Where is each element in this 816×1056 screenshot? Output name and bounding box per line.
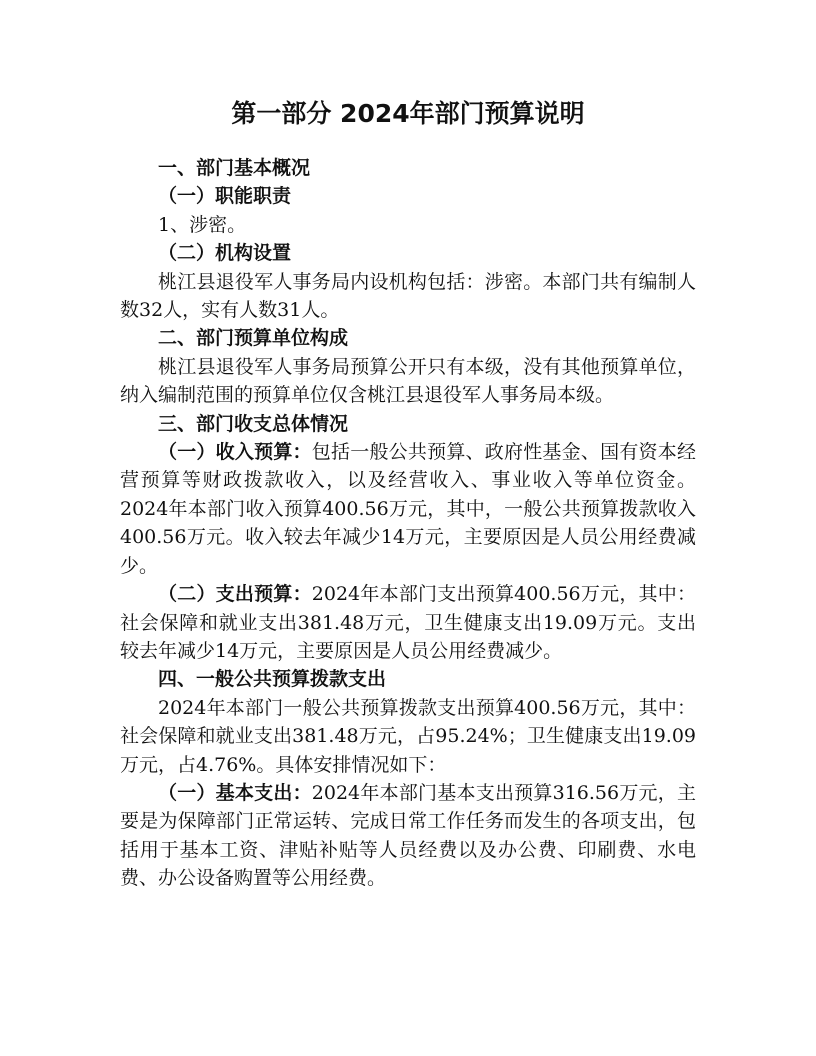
text-basic-expenditure: 2024年本部门基本支出预算316.56万元，主要是为保障部门正常运转、完成日常工作任务而发生的各项支出，包括用于基本工资、津贴补贴等人员经费以及办公费、印刷费、水电费、办公设备购置等公用经费。: [120, 781, 696, 890]
paragraph-general-public-budget: 2024年本部门一般公共预算拨款支出预算400.56万元，其中：社会保障和就业支出381.48万元，占95.24%；卫生健康支出19.09万元，占4.76%。具体安排情况如下：: [120, 696, 696, 776]
page-title: 第一部分 2024年部门预算说明: [231, 99, 585, 128]
lead-revenue-budget: （一）收入预算：: [158, 441, 312, 464]
paragraph-basic-expenditure: [120, 779, 696, 893]
paragraph-organization: 桃江县退役军人事务局内设机构包括：涉密。本部门共有编制人数32人，实有人数31人。: [120, 270, 696, 322]
text-expenditure-budget: 2024年本部门支出预算400.56万元，其中：社会保障和就业支出381.48万元，卫生健康支出19.09万元。支出较去年减少14万元，主要原因是人员公用经费减少。: [120, 583, 696, 662]
lead-expenditure-budget: （二）支出预算：: [158, 583, 312, 606]
section-heading-revenue-expenditure: 三、部门收支总体情况: [158, 412, 349, 435]
paragraph-revenue-budget: [120, 438, 696, 580]
section-heading-general-public-budget: 四、一般公共预算拨款支出: [158, 668, 387, 691]
paragraph-functions: 1、涉密。: [158, 213, 247, 236]
section-heading-basic-overview: 一、部门基本概况: [158, 157, 311, 179]
subsection-heading-organization: （二）机构设置: [158, 242, 292, 265]
text-revenue-budget: 包括一般公共预算、政府性基金、国有资本经营预算等财政拨款收入，以及经营收入、事业收入等单位资金。2024年本部门收入预算400.56万元，其中，一般公共预算拨款收入400.56万元。收入较去年减少14万元，主要原因是人员公用经费减少。: [120, 441, 696, 577]
subsection-heading-functions: （一）职能职责: [158, 185, 292, 208]
document-body: [120, 154, 696, 893]
paragraph-expenditure-budget: [120, 580, 696, 665]
section-heading-budget-units: 二、部门预算单位构成: [158, 327, 349, 350]
paragraph-budget-units: 桃江县退役军人事务局预算公开只有本级，没有其他预算单位，纳入编制范围的预算单位仅含桃江县退役军人事务局本级。: [120, 355, 696, 407]
lead-basic-expenditure: （一）基本支出：: [158, 781, 312, 804]
